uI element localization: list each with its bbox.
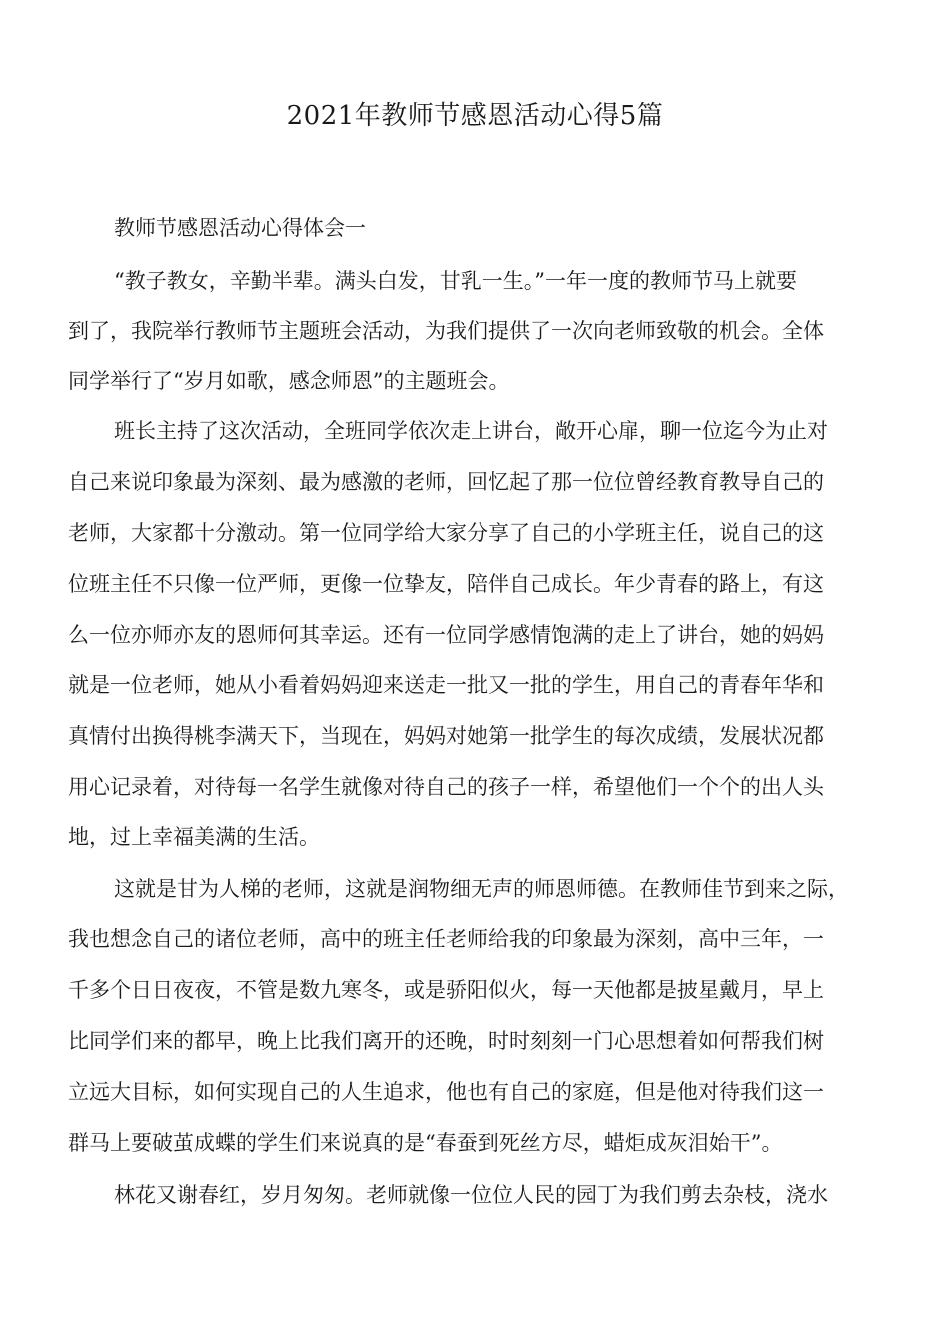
text-line: 我也想念自己的诸位老师，高中的班主任老师给我的印象最为深刻，高中三年，一 [68,927,824,951]
text-line: 么一位亦师亦友的恩师何其幸运。还有一位同学感情饱满的走上了讲台，她的妈妈 [68,623,824,647]
text-line: 地，过上幸福美满的生活。 [68,825,320,849]
text-line: 班长主持了这次活动，全班同学依次走上讲台，敞开心扉，聊一位迄今为止对 [114,419,828,443]
text-line: 自己来说印象最为深刻、最为感激的老师，回忆起了那一位位曾经教育教导自己的 [68,470,824,494]
document-title: 2021年教师节感恩活动心得5篇 [286,101,664,131]
text-line: 真情付出换得桃李满天下，当现在，妈妈对她第一批学生的每次成绩，发展状况都 [68,724,824,748]
text-line: “教子教女，辛勤半辈。满头白发，甘乳一生。”一年一度的教师节马上就要 [114,269,797,293]
text-line: 老师，大家都十分激动。第一位同学给大家分享了自己的小学班主任，说自己的这 [68,521,824,545]
text-line: 用心记录着，对待每一名学生就像对待自己的孩子一样，希望他们一个个的出人头 [68,775,824,799]
text-line: 林花又谢春红，岁月匆匆。老师就像一位位人民的园丁为我们剪去杂枝，浇水 [114,1183,828,1207]
text-line: 千多个日日夜夜，不管是数九寒冬，或是骄阳似火，每一天他都是披星戴月，早上 [68,978,824,1002]
text-line: 同学举行了“岁月如歌，感念师恩”的主题班会。 [68,369,510,393]
text-line: 位班主任不只像一位严师，更像一位挚友，陪伴自己成长。年少青春的路上，有这 [68,572,824,596]
section-heading: 教师节感恩活动心得体会一 [114,216,366,240]
text-line: 就是一位老师，她从小看着妈妈迎来送走一批又一批的学生，用自己的青春年华和 [68,673,824,697]
text-line: 到了，我院举行教师节主题班会活动，为我们提供了一次向老师致敬的机会。全体 [68,319,824,343]
text-line: 立远大目标，如何实现自己的人生追求，他也有自己的家庭，但是他对待我们这一 [68,1080,824,1104]
text-line: 这就是甘为人梯的老师，这就是润物细无声的师恩师德。在教师佳节到来之际， [114,877,849,901]
text-line: 群马上要破茧成蝶的学生们来说真的是“春蚕到死丝方尽，蜡炬成灰泪始干”。 [68,1131,783,1155]
text-line: 比同学们来的都早，晚上比我们离开的还晚，时时刻刻一门心思想着如何帮我们树 [68,1029,824,1053]
